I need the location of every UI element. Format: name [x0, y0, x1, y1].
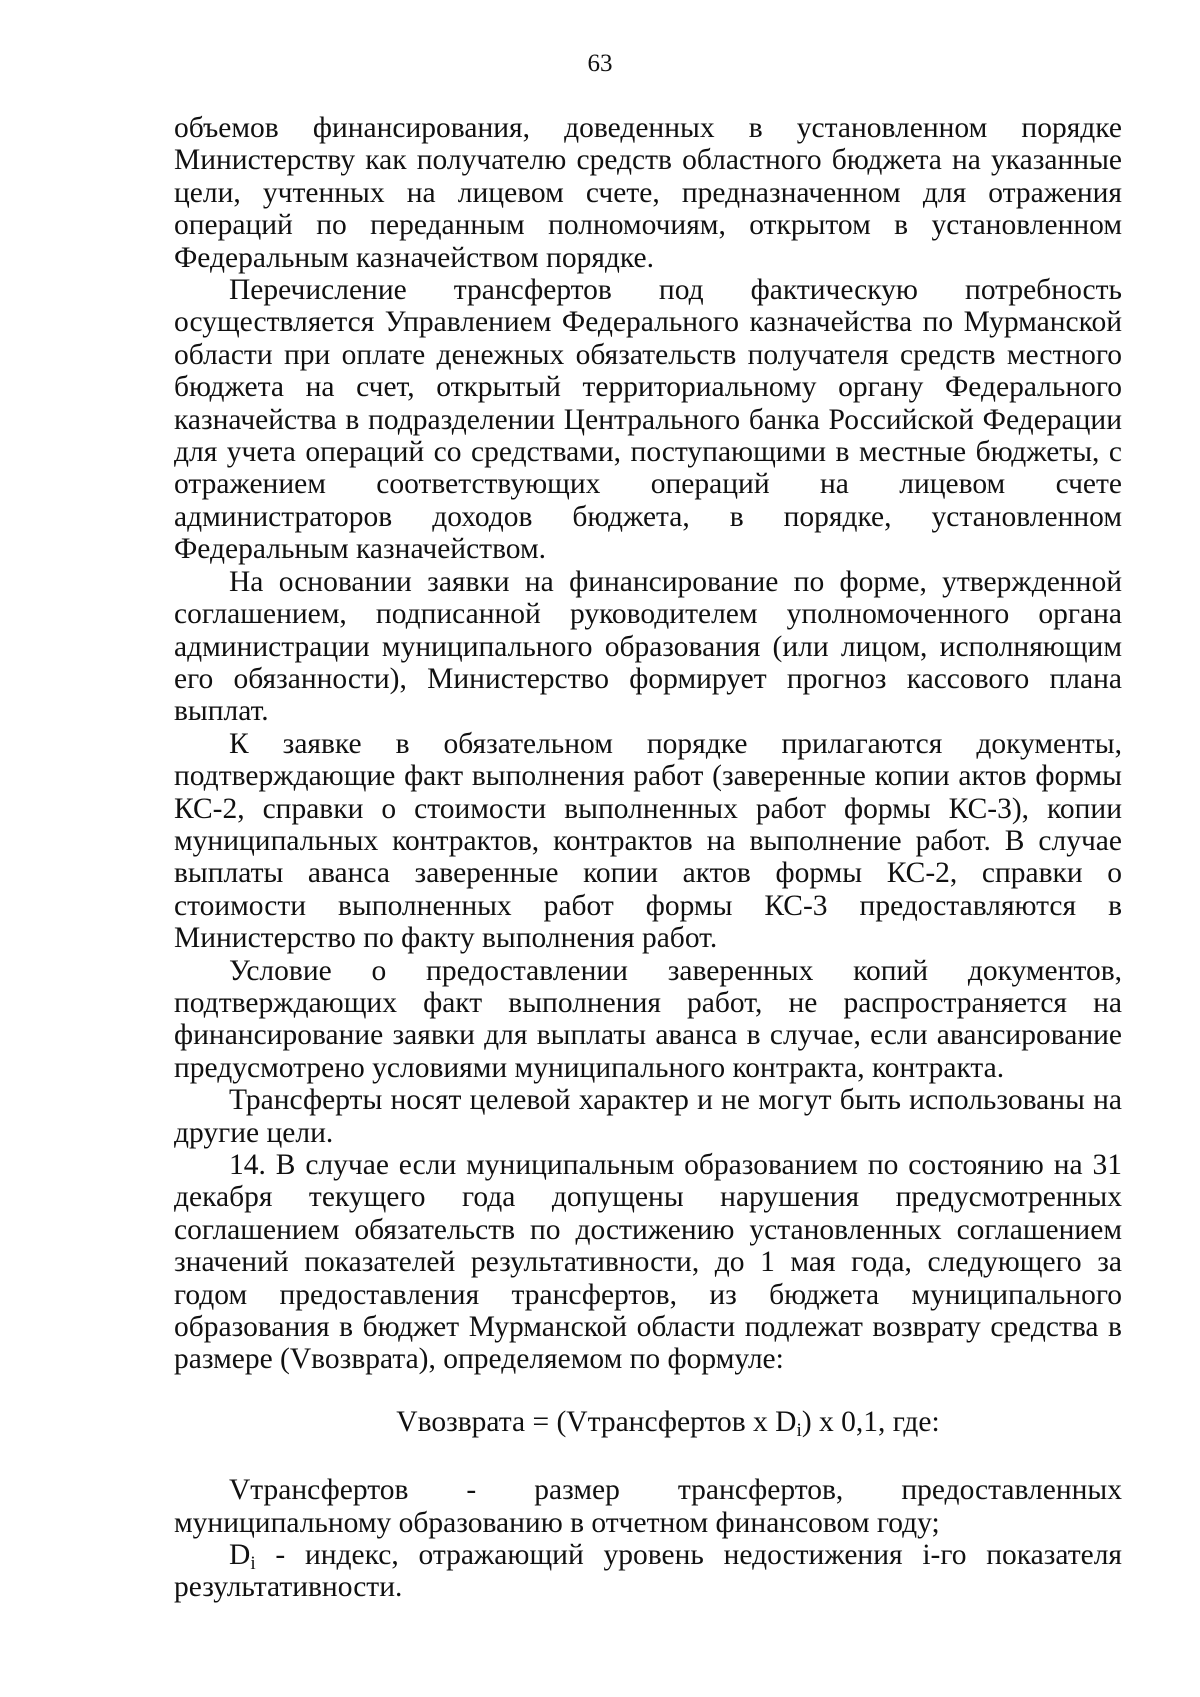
formula-subscript: i: [796, 1419, 802, 1441]
definition-term-subscript: i: [250, 1552, 256, 1574]
formula-text: Vвозврата = (Vтрансфертов x D: [396, 1405, 797, 1438]
definition-text: - индекс, отражающий уровень недостижения i-го показателя результативности.: [174, 1539, 1122, 1604]
paragraph: объемов финансирования, доведенных в установленном порядке Министерству как получателю средств областного бюджета на указанные цели, учтенных на лицевом счете, предназначенном для отражения операций по переданным полномочиям, открытом в установленном Федеральным казначейством порядке.: [174, 112, 1122, 274]
paragraph: Трансферты носят целевой характер и не могут быть использованы на другие цели.: [174, 1084, 1122, 1149]
definition-term: D: [229, 1539, 251, 1572]
definition-term: Vтрансфертов: [229, 1474, 409, 1507]
definition: [174, 1539, 1122, 1604]
paragraph: 14. В случае если муниципальным образованием по состоянию на 31 декабря текущего года допущены нарушения предусмотренных соглашением обязательств по достижению установленных соглашением значений показателей результативности, до 1 мая года, следующего за годом предоставления трансфертов, из бюджета муниципального образования в бюджет Мурманской области подлежат возврату средства в размере (Vвозврата), определяемом по формуле:: [174, 1149, 1122, 1376]
document-body: [174, 112, 1122, 1604]
definition: [174, 1474, 1122, 1539]
formula: [174, 1405, 1122, 1441]
page-number: 63: [587, 50, 613, 77]
paragraph: К заявке в обязательном порядке прилагаются документы, подтверждающие факт выполнения работ (заверенные копии актов формы КС-2, справки о стоимости выполненных работ формы КС-3), копии муниципальных контрактов, контрактов на выполнение работ. В случае выплаты аванса заверенные копии актов формы КС-2, справки о стоимости выполненных работ формы КС-3 предоставляются в Министерство по факту выполнения работ.: [174, 727, 1122, 955]
definition-text: - размер трансфертов, предоставленных муниципальному образованию в отчетном финансовом году;: [174, 1474, 1122, 1539]
formula-text-end: ) x 0,1, где:: [801, 1405, 940, 1438]
paragraph: Перечисление трансфертов под фактическую потребность осуществляется Управлением Федерального казначейства по Мурманской области при оплате денежных обязательств получателя средств местного бюджета на счет, открытый территориальному органу Федерального казначейства в подразделении Центрального банка Российской Федерации для учета операций со средствами, поступающими в местные бюджеты, с отражением соответствующих операций на лицевом счете администраторов доходов бюджета, в порядке, установленном Федеральным казначейством.: [174, 274, 1122, 566]
paragraph: Условие о предоставлении заверенных копий документов, подтверждающих факт выполнения работ, не распространяется на финансирование заявки для выплаты аванса в случае, если авансирование предусмотрено условиями муниципального контракта, контракта.: [174, 954, 1122, 1084]
paragraph: На основании заявки на финансирование по форме, утвержденной соглашением, подписанной руководителем уполномоченного органа администрации муниципального образования (или лицом, исполняющим его обязанности), Министерство формирует прогноз кассового плана выплат.: [174, 565, 1122, 728]
